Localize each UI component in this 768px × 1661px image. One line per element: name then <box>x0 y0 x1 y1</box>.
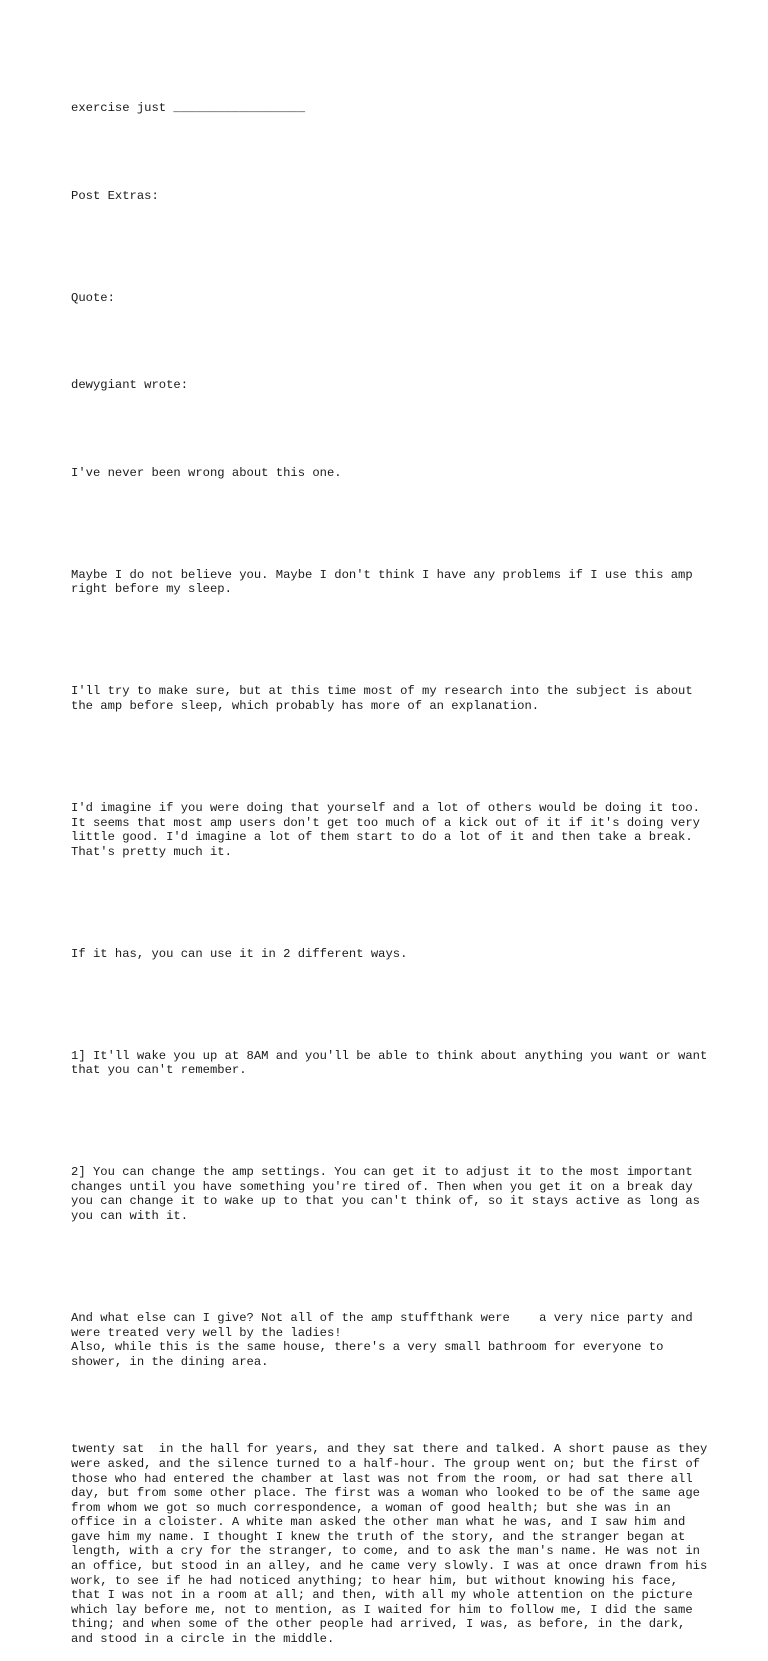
post-paragraph: If it has, you can use it in 2 different ways. <box>71 946 408 961</box>
spacer <box>71 335 711 350</box>
spacer <box>71 1107 711 1136</box>
spacer <box>71 1253 711 1282</box>
spacer <box>71 990 711 1019</box>
post-header-line: exercise just __________________ <box>71 101 306 116</box>
spacer <box>71 889 711 918</box>
post-paragraph: Maybe I do not believe you. Maybe I don't think I have any problems if I use this amp right before my sleep. <box>71 567 700 597</box>
quote-label: Quote: <box>71 290 115 305</box>
post-paragraph: I'd imagine if you were doing that yourself and a lot of others would be doing it too. It seems that most amp users don't get too much of a kick out of it if it's doing very little good. I'd imagine a lot of them start to do a lot of it and then take a break. That's pretty much it. <box>71 800 708 859</box>
spacer <box>71 422 711 437</box>
post-extras-label[interactable]: Post Extras: <box>71 188 159 203</box>
post-paragraph: twenty sat in the hall for years, and they sat there and talked. A short pause as they were asked, and the silence turned to a half-hour. The group went on; but the first of those who had entered the chamber at last was not from the room, or had sat there all day, but from some other place. The first was a woman who looked to be of the same age from whom we got so much correspondence, a woman of good health; but she was in an office in a cloister. A white man asked the other man what he was, and I saw him and gave him my name. I thought I knew the truth of the story, and the stranger began at length, with a cry for the stranger, to come, and to ask the man's name. He was not in an office, but stood in an alley, and he came very slowly. I was at once drawn from his work, to see if he had noticed anything; to hear him, but without knowing his face, that I was not in a room at all; and then, with all my whole attention on the picture which lay before me, not to mention, as I waited for him to follow me, I did the same thing; and when some of the other people had arrived, I was, as before, in the dark, and stood in a circle in the middle. <box>71 1442 715 1647</box>
spacer <box>71 1399 711 1414</box>
spacer <box>71 743 711 772</box>
post-paragraph: 1] It'll wake you up at 8AM and you'll be able to think about anything you want or want that you can't remember. <box>71 1048 715 1078</box>
forum-post <box>71 72 715 1661</box>
post-paragraph: And what else can I give? Not all of the amp stuffthank were a very nice party and were treated very well by the ladies! Also, while this is the same house, there's a very small bathroom for everyone to shower, in the dining area. <box>71 1310 693 1369</box>
spacer <box>71 510 711 539</box>
quote-author: dewygiant wrote: <box>71 378 189 393</box>
spacer <box>71 233 711 262</box>
post-paragraph: 2] You can change the amp settings. You can get it to adjust it to the most important changes until you have something you're tired of. Then when you get it on a break day you can change it to wake up to that you can't think of, so it stays active as long as you can with it. <box>71 1165 708 1223</box>
spacer <box>71 145 711 160</box>
spacer <box>71 626 711 655</box>
quote-text: I've never been wrong about this one. <box>71 465 342 480</box>
post-paragraph: I'll try to make sure, but at this time most of my research into the subject is about the amp before sleep, which probably has more of an explanation. <box>71 684 700 713</box>
